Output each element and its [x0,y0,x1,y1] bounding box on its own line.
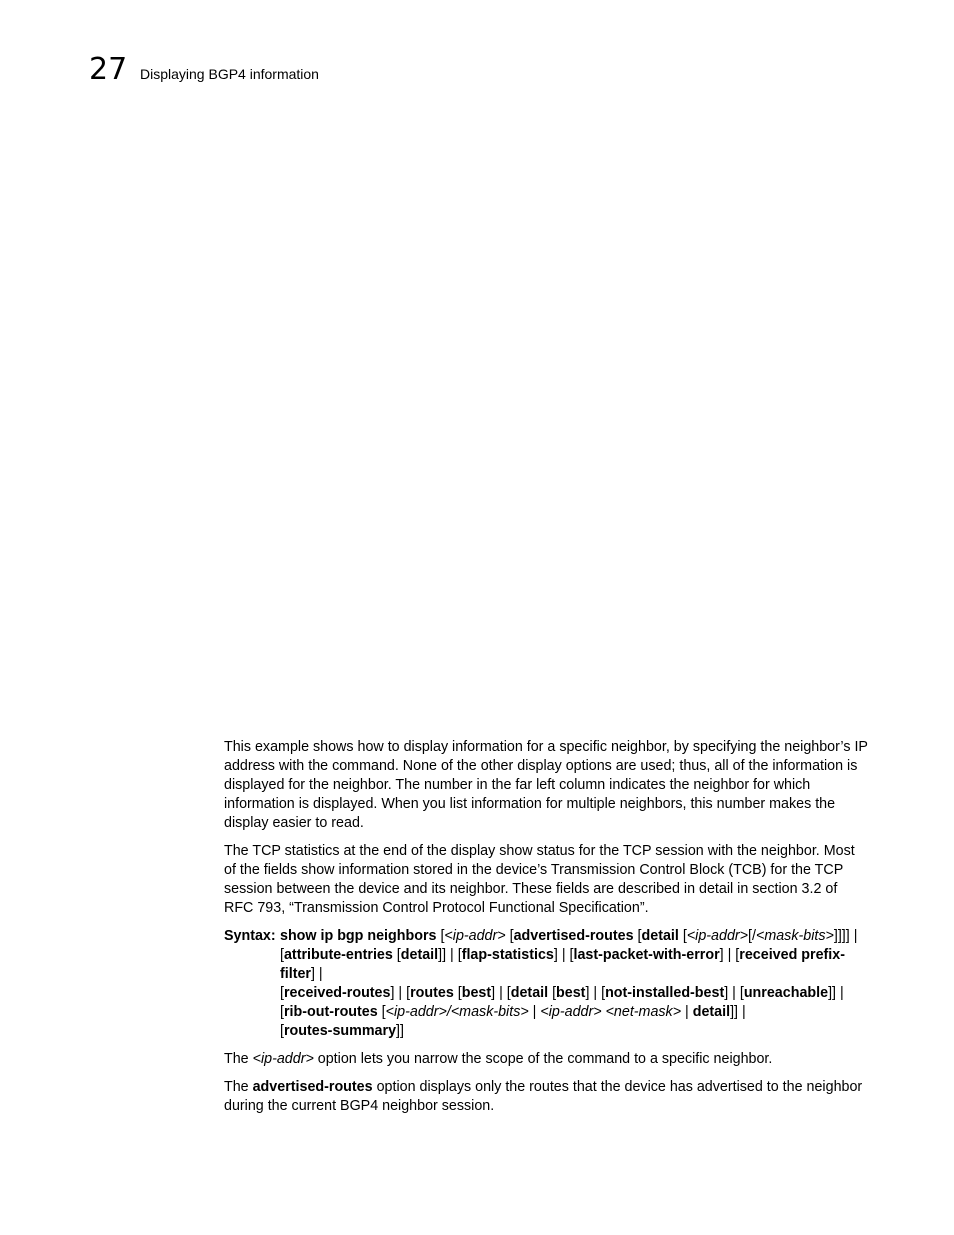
syntax-keyword: received prefix-filter [280,947,845,982]
syntax-punct: [ [436,928,445,944]
syntax-param: <ip-addr> [686,928,749,944]
syntax-punct: [ [505,928,514,944]
syntax-body [280,927,870,1041]
syntax-keyword: not-installed-best [605,985,725,1001]
syntax-keyword: best [556,985,586,1001]
chapter-number: 27 [89,52,128,87]
text: The [224,1051,253,1067]
syntax-punct: [ [280,985,284,1001]
paragraph-ip-addr-option [224,1050,870,1069]
syntax-punct: ]] | [730,1004,746,1020]
syntax-punct: [ [453,985,462,1001]
syntax-punct: ] | [ [491,985,511,1001]
text: The [224,1079,253,1095]
main-content [224,738,870,1125]
syntax-punct: ] | [310,966,323,982]
syntax-punct: [ [280,947,284,963]
syntax-param: <ip-addr>/<mask-bits> [385,1004,529,1020]
syntax-keyword: last-packet-with-error [573,947,720,963]
syntax-keyword: attribute-entries [283,947,393,963]
syntax-keyword: detail [400,947,439,963]
text: option displays only the routes that the device has advertised to the neighbor during the current BGP4 neighbor session. [224,1079,863,1114]
syntax-param: <mask-bits> [755,928,834,944]
syntax-param: <ip-addr> [444,928,506,944]
syntax-punct: ]] | [ [438,947,462,963]
syntax-punct: [ [633,928,642,944]
syntax-keyword: received-routes [283,985,391,1001]
syntax-block [224,927,870,1041]
syntax-keyword: detail [641,928,679,944]
syntax-keyword: best [461,985,492,1001]
syntax-punct: [ [280,1023,284,1039]
syntax-punct: ]] [396,1023,404,1039]
syntax-punct: ]] | [828,985,844,1001]
syntax-punct: | [528,1004,541,1020]
syntax-punct: ] | [ [719,947,740,963]
paragraph-tcp-statistics: The TCP statistics at the end of the display show status for the TCP session with the neighbor. Most of the fields show information stored in the device’s Transmission Control Block (TCB) for the TCP session between the device and its neighbor. These fields are described in detail in section 3.2 of RFC 793, “Transmission Control Protocol Functional Specification”. [224,843,855,916]
param-ip-addr: <ip-addr> [252,1051,314,1067]
syntax-keyword: show ip bgp neighbors [280,928,437,944]
syntax-punct: | [681,1004,693,1020]
paragraph-advertised-routes-option [224,1078,870,1116]
syntax-punct: ] | [ [390,985,411,1001]
syntax-keyword: routes-summary [283,1023,397,1039]
syntax-keyword: flap-statistics [461,947,554,963]
syntax-punct: [/ [748,928,756,944]
syntax-keyword: unreachable [743,985,829,1001]
syntax-punct: ] | [ [585,985,606,1001]
chapter-title: Displaying BGP4 information [140,66,319,82]
syntax-punct: ] | [ [553,947,574,963]
syntax-punct: ] | [ [724,985,744,1001]
syntax-keyword: detail [692,1004,731,1020]
syntax-label: Syntax: [224,928,276,944]
syntax-param: <ip-addr> [540,1004,602,1020]
syntax-punct: ]]]] | [833,928,858,944]
keyword-advertised-routes: advertised-routes [252,1079,373,1095]
paragraph-example-description: This example shows how to display information for a specific neighbor, by specifying the neighbor’s IP address with the command. None of the other display options are used; thus, all of the information is displayed for the neighbor. The number in the far left column indicates the neighbor for which information is displayed. When you list information for multiple neighbors, this number makes the display easier to read. [224,739,868,831]
syntax-punct: [ [548,985,557,1001]
syntax-punct: [ [280,1004,284,1020]
syntax-param: <net-mask> [605,1004,682,1020]
syntax-keyword: advertised-routes [513,928,634,944]
syntax-punct: [ [678,928,687,944]
text: option lets you narrow the scope of the command to a specific neighbor. [313,1051,773,1067]
syntax-keyword: routes [410,985,454,1001]
syntax-punct: [ [392,947,401,963]
syntax-keyword: detail [510,985,549,1001]
syntax-punct: [ [377,1004,386,1020]
syntax-keyword: rib-out-routes [283,1004,378,1020]
